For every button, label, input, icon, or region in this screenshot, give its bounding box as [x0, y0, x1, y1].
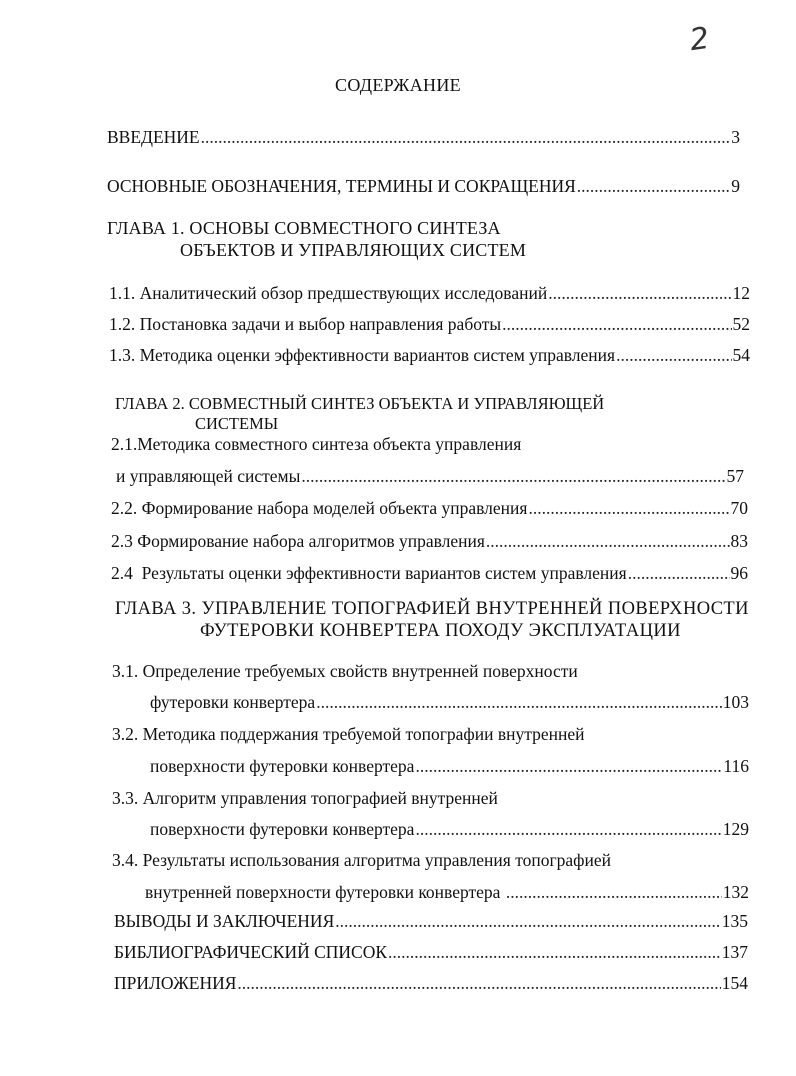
toc-entry-page: 103: [722, 692, 749, 712]
dot-leader: [502, 314, 731, 334]
toc-entry-terms[interactable]: [107, 176, 740, 196]
dot-leader: [335, 911, 721, 931]
toc-entry-page: 137: [721, 942, 748, 962]
toc-entry-label: 1.2. Постановка задачи и выбор направления работы: [109, 314, 502, 334]
toc-entry-3-2-line1: 3.2. Методика поддержания требуемой топографии внутренней: [112, 724, 585, 744]
toc-entry-label: БИБЛИОГРАФИЧЕСКИЙ СПИСОК: [114, 942, 388, 962]
toc-entry-label: футеровки конвертера: [150, 692, 316, 712]
toc-entry-page: 132: [722, 882, 749, 902]
toc-entry-label: 1.1. Аналитический обзор предшествующих исследований: [109, 283, 548, 303]
toc-entry-bibliography[interactable]: [114, 942, 748, 962]
toc-entry-label: ВВЕДЕНИЕ: [107, 127, 200, 147]
toc-entry-label: поверхности футеровки конвертера: [150, 756, 415, 776]
chapter-3-heading-line2: ФУТЕРОВКИ КОНВЕРТЕРА ПОХОДУ ЭКСПЛУАТАЦИИ: [200, 621, 681, 641]
toc-entry-1-3[interactable]: [109, 345, 750, 365]
chapter-2-heading-line1: ГЛАВА 2. СОВМЕСТНЫЙ СИНТЕЗ ОБЪЕКТА И УПРАВЛЯЮЩЕЙ: [115, 394, 605, 413]
toc-entry-page: 135: [721, 911, 748, 931]
chapter-1-heading-line1: ГЛАВА 1. ОСНОВЫ СОВМЕСТНОГО СИНТЕЗА: [107, 218, 501, 238]
toc-entry-page: 70: [730, 498, 748, 518]
toc-entry-conclusions[interactable]: [114, 911, 748, 931]
toc-entry-2-1-line1: 2.1.Методика совместного синтеза объекта управления: [111, 434, 522, 454]
toc-entry-3-3-line1: 3.3. Алгоритм управления топографией внутренней: [112, 788, 498, 808]
toc-entry-page: 116: [723, 756, 749, 776]
toc-entry-2-3[interactable]: [111, 531, 748, 551]
toc-entry-3-4[interactable]: [145, 882, 749, 902]
toc-entry-3-2[interactable]: [150, 756, 749, 776]
toc-entry-2-4[interactable]: [111, 563, 748, 583]
toc-title: СОДЕРЖАНИЕ: [335, 75, 461, 95]
toc-entry-3-1-line1: 3.1. Определение требуемых свойств внутренней поверхности: [112, 661, 578, 681]
toc-entry-page: 52: [732, 314, 750, 334]
dot-leader: [577, 176, 730, 196]
toc-entry-label: ВЫВОДЫ И ЗАКЛЮЧЕНИЯ: [114, 911, 335, 931]
toc-entry-label: и управляющей системы: [116, 466, 301, 486]
toc-entry-page: 154: [721, 973, 748, 993]
toc-entry-page: 54: [732, 345, 750, 365]
toc-entry-label: 1.3. Методика оценки эффективности вариантов систем управления: [109, 345, 616, 365]
chapter-3-heading-line1: ГЛАВА 3. УПРАВЛЕНИЕ ТОПОГРАФИЕЙ ВНУТРЕННЕЙ ПОВЕРХНОСТИ: [115, 599, 749, 619]
dot-leader: [506, 882, 722, 902]
toc-entry-1-2[interactable]: [109, 314, 750, 334]
dot-leader: [415, 819, 721, 839]
toc-entry-label: 2.2. Формирование набора моделей объекта управления: [111, 498, 528, 518]
handwritten-page-number: 2: [687, 20, 712, 59]
toc-entry-page: 83: [730, 531, 748, 551]
dot-leader: [388, 942, 721, 962]
toc-entry-2-2[interactable]: [111, 498, 748, 518]
dot-leader: [301, 466, 725, 486]
toc-entry-page: 9: [731, 176, 740, 196]
dot-leader: [486, 531, 730, 551]
toc-entry-label: 2.3 Формирование набора алгоритмов управления: [111, 531, 485, 551]
toc-entry-appendices[interactable]: [114, 973, 748, 993]
toc-entry-page: 96: [730, 563, 748, 583]
toc-entry-label: 2.4 Результаты оценки эффективности вариантов систем управления: [111, 563, 627, 583]
toc-entry-label: ОСНОВНЫЕ ОБОЗНАЧЕНИЯ, ТЕРМИНЫ И СОКРАЩЕНИЯ: [107, 176, 576, 196]
dot-leader: [237, 973, 720, 993]
toc-entry-3-4-line1: 3.4. Результаты использования алгоритма управления топографией: [112, 850, 612, 870]
chapter-2-heading-line2: СИСТЕМЫ: [195, 414, 279, 433]
dot-leader: [616, 345, 731, 365]
dot-leader: [316, 692, 722, 712]
chapter-1-heading-line2: ОБЪЕКТОВ И УПРАВЛЯЮЩИХ СИСТЕМ: [180, 240, 527, 260]
toc-entry-page: 129: [722, 819, 749, 839]
toc-entry-page: 57: [726, 466, 744, 486]
dot-leader: [415, 756, 722, 776]
toc-entry-intro[interactable]: [107, 127, 740, 147]
toc-entry-2-1[interactable]: [116, 466, 744, 486]
dot-leader: [201, 127, 731, 147]
toc-entry-label: ПРИЛОЖЕНИЯ: [114, 973, 237, 993]
toc-entry-3-3[interactable]: [150, 819, 749, 839]
dot-leader: [548, 283, 731, 303]
toc-entry-3-1[interactable]: [150, 692, 749, 712]
toc-entry-page: 12: [732, 283, 750, 303]
toc-entry-label: поверхности футеровки конвертера: [150, 819, 415, 839]
dot-leader: [528, 498, 729, 518]
toc-entry-page: 3: [731, 127, 740, 147]
toc-entry-label: внутренней поверхности футеровки конвертера: [145, 882, 505, 902]
dot-leader: [628, 563, 730, 583]
toc-entry-1-1[interactable]: [109, 283, 750, 303]
